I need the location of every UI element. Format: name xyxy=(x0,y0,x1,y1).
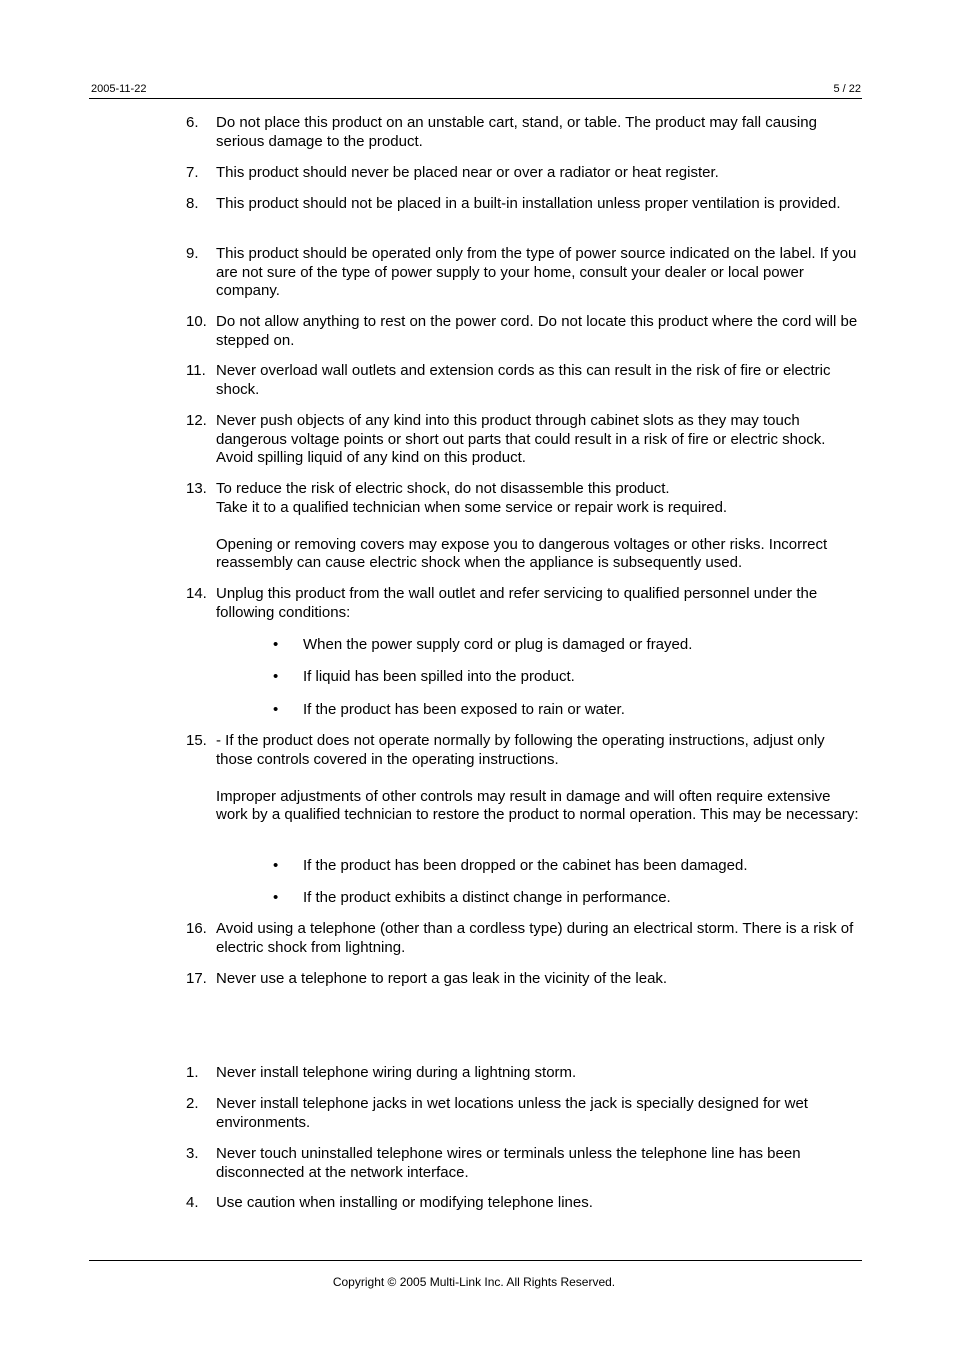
bullet-text: If the product has been exposed to rain or water. xyxy=(303,701,625,718)
bullet-text: When the power supply cord or plug is damaged or frayed. xyxy=(303,636,693,653)
item-text xyxy=(216,245,862,301)
item-text xyxy=(216,970,862,989)
item-paragraph: Take it to a qualified technician when some service or repair work is required. xyxy=(216,498,728,516)
item-text xyxy=(216,195,862,214)
page-footer xyxy=(0,1275,954,1289)
header-page-number: 5 / 22 xyxy=(833,83,861,95)
item-paragraph: Improper adjustments of other controls may result in damage and will often require extensive work by a qualified technician to restore the product to normal operation. This may be necessary: xyxy=(216,787,859,823)
item-paragraph: This product should never be placed near or over a radiator or heat register. xyxy=(216,164,719,181)
bullet-icon: • xyxy=(273,857,279,874)
item-paragraph: Do not place this product on an unstable cart, stand, or table. The product may fall causing serious damage to the product. xyxy=(216,114,817,150)
item-text xyxy=(216,480,862,573)
bullet-text: If liquid has been spilled into the product. xyxy=(303,668,575,685)
item-text xyxy=(216,313,862,350)
item-text xyxy=(216,1145,862,1182)
footer-divider xyxy=(89,1260,862,1261)
item-number: 3. xyxy=(186,1145,199,1162)
item-number: 11. xyxy=(186,362,206,379)
bullet-icon: • xyxy=(273,889,279,906)
item-paragraph: Avoid using a telephone (other than a cordless type) during an electrical storm. There is a risk of electric shock from lightning. xyxy=(216,920,854,956)
item-paragraph: Never use a telephone to report a gas leak in the vicinity of the leak. xyxy=(216,970,668,987)
item-paragraph: Never push objects of any kind into this product through cabinet slots as they may touch dangerous voltage points or short out parts that could result in a risk of fire or electric shock. Avoid spilling liquid of any kind on this product. xyxy=(216,412,826,466)
item-text xyxy=(216,732,862,825)
item-number: 8. xyxy=(186,195,199,212)
copyright-notice: Copyright © 2005 Multi-Link Inc. All Rights Reserved. xyxy=(332,1275,616,1289)
item-number: 1. xyxy=(186,1064,199,1081)
item-number: 10. xyxy=(186,313,207,330)
header-date: 2005-11-22 xyxy=(91,83,147,95)
item-number: 6. xyxy=(186,114,199,131)
item-text xyxy=(216,585,862,622)
item-number: 15. xyxy=(186,732,207,749)
item-paragraph: - If the product does not operate normally by following the operating instructions, adjust only those controls covered in the operating instructions. xyxy=(216,732,825,768)
item-paragraph: Never install telephone wiring during a lightning storm. xyxy=(216,1064,577,1081)
item-paragraph: Never install telephone jacks in wet locations unless the jack is specially designed for wet environments. xyxy=(216,1095,808,1131)
item-paragraph: Unplug this product from the wall outlet and refer servicing to qualified personnel under the following conditions: xyxy=(216,585,818,621)
item-text xyxy=(216,920,862,957)
item-number: 12. xyxy=(186,412,207,429)
item-text xyxy=(216,1095,862,1132)
item-paragraph: Use caution when installing or modifying telephone lines. xyxy=(216,1194,593,1211)
item-number: 13. xyxy=(186,480,207,497)
item-paragraph: This product should not be placed in a built-in installation unless proper ventilation is provided. xyxy=(216,195,841,212)
item-paragraph: Opening or removing covers may expose you to dangerous voltages or other risks. Incorrect reassembly can cause electric shock when the appliance is subsequently used. xyxy=(216,535,828,571)
item-text xyxy=(216,164,862,183)
item-paragraph: Do not allow anything to rest on the power cord. Do not locate this product where the cord will be stepped on. xyxy=(216,313,858,349)
item-paragraph: To reduce the risk of electric shock, do not disassemble this product. xyxy=(216,480,670,497)
bullet-text: If the product has been dropped or the cabinet has been damaged. xyxy=(303,857,748,874)
bullet-text: If the product exhibits a distinct change in performance. xyxy=(303,889,671,906)
bullet-icon: • xyxy=(273,701,279,718)
item-number: 9. xyxy=(186,245,199,262)
item-text xyxy=(216,1194,862,1213)
item-paragraph: This product should be operated only from the type of power source indicated on the label. If you are not sure of the type of power supply to your home, consult your dealer or local power company. xyxy=(216,245,857,299)
item-number: 14. xyxy=(186,585,207,602)
bullet-icon: • xyxy=(273,636,279,653)
item-number: 4. xyxy=(186,1194,199,1211)
bullet-icon: • xyxy=(273,668,279,685)
item-text xyxy=(216,362,862,399)
item-number: 7. xyxy=(186,164,199,181)
item-text xyxy=(216,412,862,468)
item-paragraph: Never overload wall outlets and extension cords as this can result in the risk of fire or electric shock. xyxy=(216,362,831,398)
item-number: 2. xyxy=(186,1095,199,1112)
header-divider xyxy=(89,98,862,99)
item-number: 17. xyxy=(186,970,207,987)
item-text xyxy=(216,114,862,151)
item-paragraph: Never touch uninstalled telephone wires or terminals unless the telephone line has been disconnected at the network interface. xyxy=(216,1145,801,1181)
item-text xyxy=(216,1064,862,1083)
item-number: 16. xyxy=(186,920,207,937)
